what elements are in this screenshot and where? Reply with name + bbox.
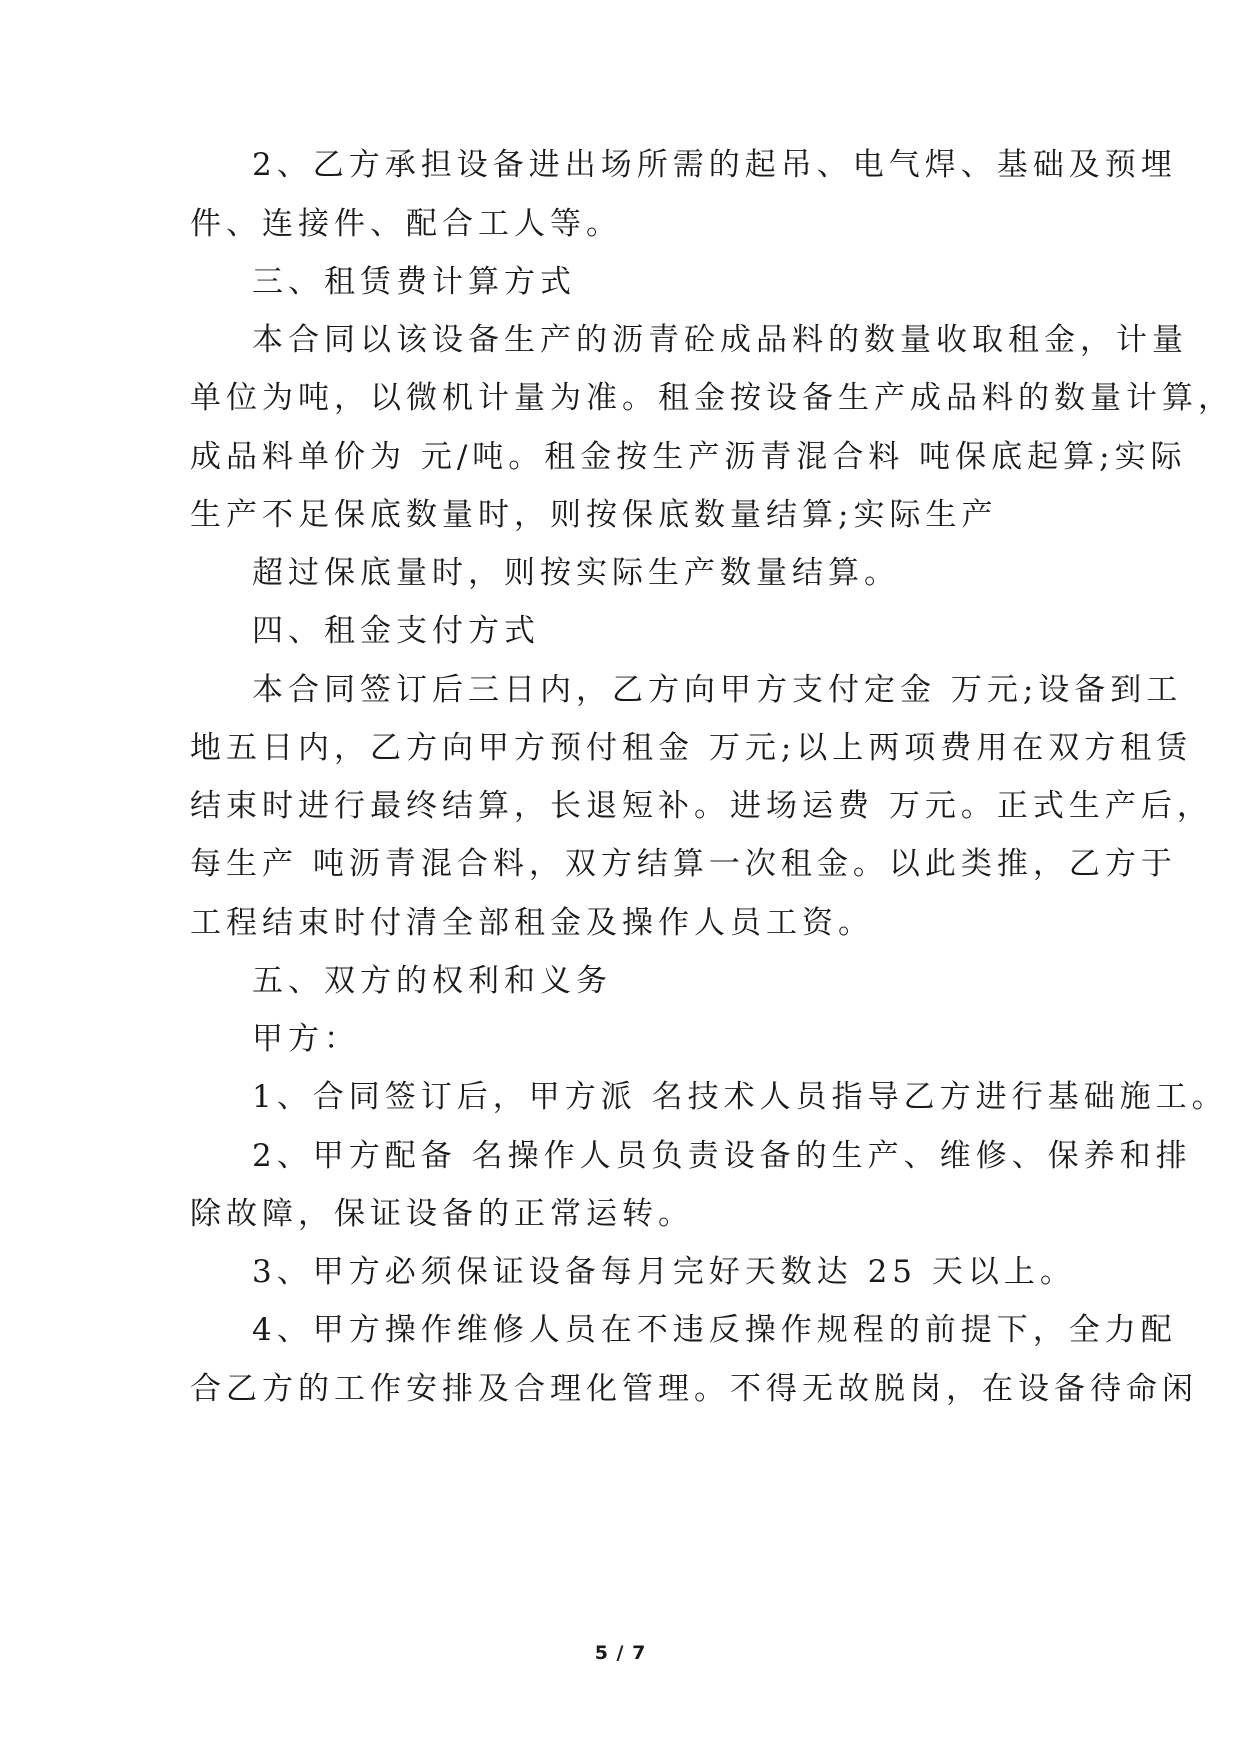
- paragraph-line: 超过保底量时，则按实际生产数量结算。: [252, 555, 900, 591]
- paragraph-line: 1、合同签订后，甲方派 名技术人员指导乙方进行基础施工。: [252, 1079, 1228, 1115]
- section-heading: 四、租金支付方式: [252, 613, 540, 649]
- paragraph-line: 工程结束时付清全部租金及操作人员工资。: [190, 905, 874, 941]
- paragraph-line: 本合同以该设备生产的沥青砼成品料的数量收取租金，计量: [252, 322, 1188, 358]
- paragraph-line: 生产不足保底数量时，则按保底数量结算;实际生产: [190, 497, 998, 533]
- paragraph-line: 成品料单价为 元/吨。租金按生产沥青混合料 吨保底起算;实际: [190, 439, 1187, 475]
- paragraph-line: 单位为吨，以微机计量为准。租金按设备生产成品料的数量计算，: [190, 380, 1234, 416]
- paragraph-line: 件、连接件、配合工人等。: [190, 206, 622, 242]
- paragraph-line: 3、甲方必须保证设备每月完好天数达 25 天以上。: [252, 1254, 1076, 1290]
- paragraph-line: 结束时进行最终结算，长退短补。进场运费 万元。正式生产后，: [190, 788, 1213, 824]
- paragraph-line: 合乙方的工作安排及合理化管理。不得无故脱岗，在设备待命闲: [190, 1371, 1198, 1407]
- paragraph-line: 2、甲方配备 名操作人员负责设备的生产、维修、保养和排: [252, 1138, 1192, 1174]
- paragraph-line: 除故障，保证设备的正常运转。: [190, 1196, 694, 1232]
- paragraph-line: 每生产 吨沥青混合料，双方结算一次租金。以此类推，乙方于: [190, 846, 1177, 882]
- subsection-heading: 甲方：: [252, 1021, 360, 1057]
- page-number: 5 / 7: [594, 1642, 647, 1664]
- paragraph-line: 2、乙方承担设备进出场所需的起吊、电气焊、基础及预埋: [252, 147, 1177, 183]
- paragraph-line: 地五日内，乙方向甲方预付租金 万元;以上两项费用在双方租赁: [190, 730, 1193, 766]
- section-heading: 五、双方的权利和义务: [252, 963, 612, 999]
- section-heading: 三、租赁费计算方式: [252, 264, 576, 300]
- paragraph-line: 本合同签订后三日内，乙方向甲方支付定金 万元;设备到工: [252, 672, 1183, 708]
- paragraph-line: 4、甲方操作维修人员在不违反操作规程的前提下，全力配: [252, 1312, 1177, 1348]
